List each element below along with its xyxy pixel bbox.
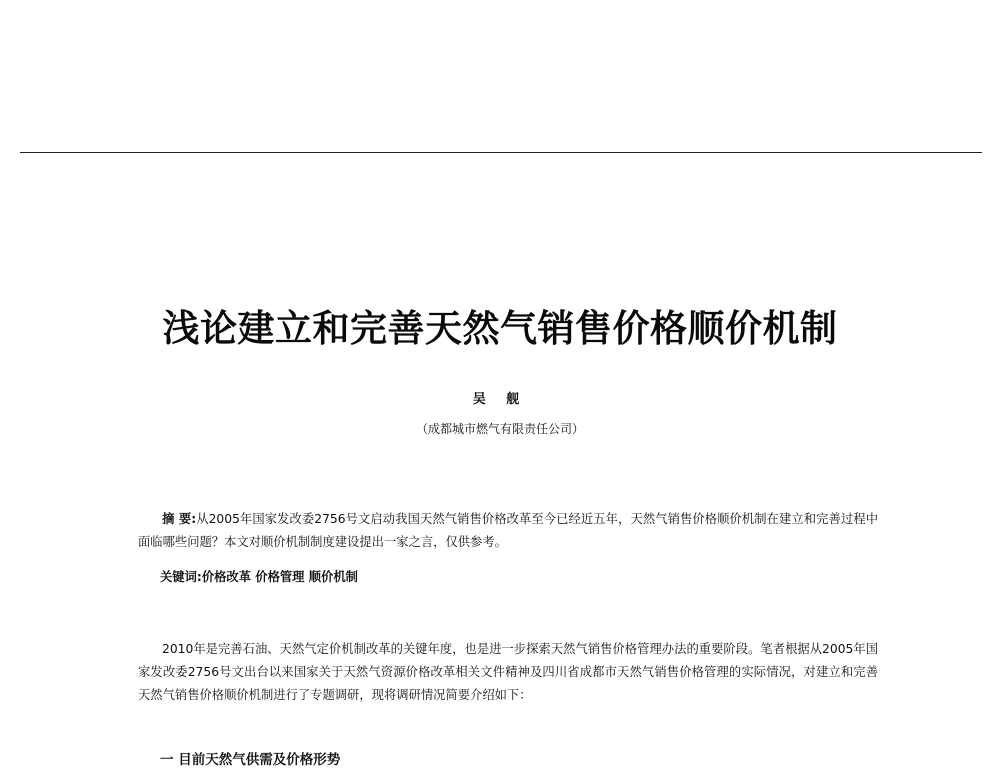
abstract-text: 从2005年国家发改委2756号文启动我国天然气销售价格改革至今已经近五年，天然气销售价格顺价机制在建立和完善过程中面临哪些问题？本文对顺价机制制度建设提出一家之言，仅供参考。 (138, 512, 879, 549)
section-heading-1: 一 目前天然气供需及价格形势 (160, 752, 341, 768)
abstract-paragraph (138, 508, 878, 554)
header-rule (20, 152, 982, 153)
keywords-label: 关键词: (160, 570, 202, 584)
abstract-label: 摘 要: (162, 512, 197, 526)
body-paragraph-1 (138, 638, 878, 707)
keywords-text: 价格改革 价格管理 顺价机制 (201, 570, 358, 584)
keywords-line (160, 566, 860, 589)
body-paragraph-1-text: 2010年是完善石油、天然气定价机制改革的关键年度，也是进一步探索天然气销售价格管理办法的重要阶段。笔者根据从2005年国家发改委2756号文出台以来国家关于天然气资源价格改革相关文件精神及四川省成都市天然气销售价格管理的实际情况，对建立和完善天然气销售价格顺价机制进行了专题调研，现将调研情况简要介绍如下： (138, 642, 878, 702)
author-affiliation: （成都城市燃气有限责任公司） (415, 422, 584, 436)
article-title: 浅论建立和完善天然气销售价格顺价机制 (162, 306, 838, 350)
article-author: 吴 舰 (472, 392, 528, 407)
